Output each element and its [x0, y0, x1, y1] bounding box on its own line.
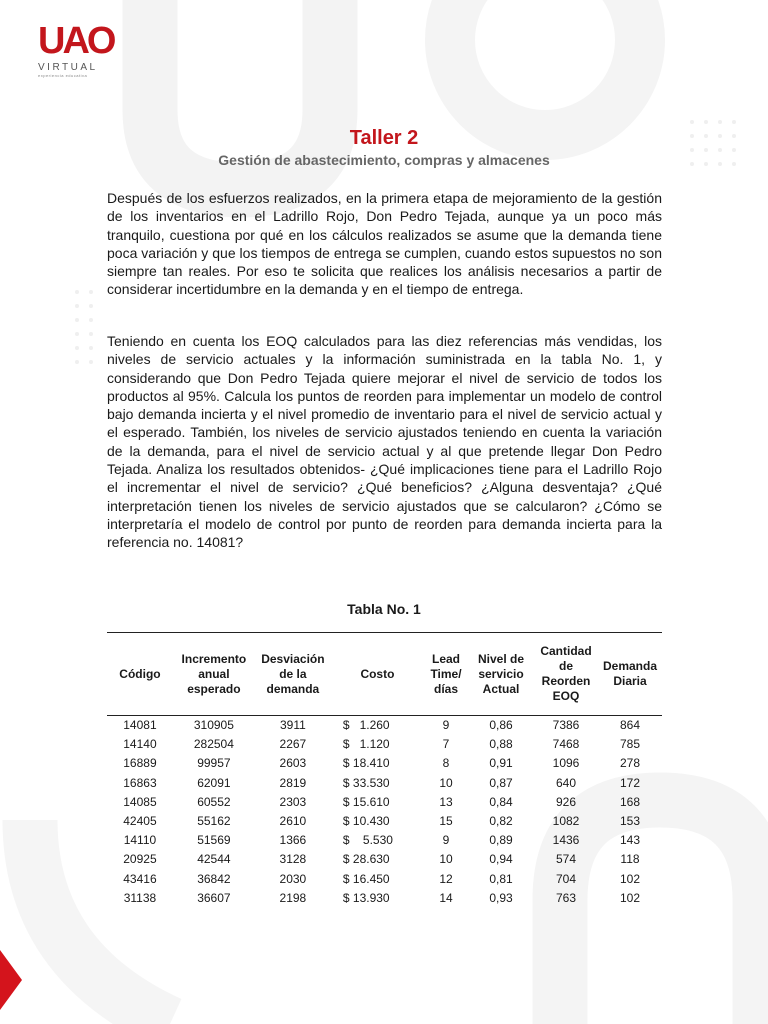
table-cell: 0,87 — [489, 775, 513, 790]
table-cell: 10 — [439, 852, 453, 867]
table-cell: 12 — [439, 871, 453, 886]
table-cell: 2303 — [279, 794, 307, 809]
table-cell: 62091 — [197, 775, 231, 790]
page-subtitle: Gestión de abastecimiento, compras y almacenes — [218, 152, 550, 168]
table-cell: 7386 — [552, 718, 580, 733]
table-cell: 31138 — [123, 890, 157, 905]
table-cell: 310905 — [193, 718, 234, 733]
header-nivel-servicio: Nivel de servicio Actual — [477, 651, 525, 696]
table-cell: 704 — [555, 871, 577, 886]
table-row — [107, 716, 662, 736]
table-cell: 1436 — [552, 833, 580, 848]
table-row — [107, 812, 662, 831]
table-body — [107, 716, 662, 908]
table-cell: 0,93 — [489, 890, 513, 905]
table-cell: 9 — [442, 718, 450, 733]
header-demanda: Demanda Diaria — [602, 659, 658, 688]
table-cell: 16863 — [123, 775, 157, 790]
table-cell: $ 28.630 — [342, 852, 390, 867]
table-cell: 16889 — [123, 756, 157, 771]
logo-tag: experiencia educativa — [38, 73, 88, 78]
header-desviacion: Desviación de la demanda — [261, 651, 325, 696]
table-row — [107, 793, 662, 812]
table-row — [107, 850, 662, 869]
table-cell: $ 13.930 — [342, 890, 390, 905]
table-cell: 1366 — [279, 833, 307, 848]
table-cell: 14081 — [123, 718, 157, 733]
table-cell: 118 — [620, 852, 640, 867]
table-cell: 13 — [439, 794, 453, 809]
table-cell: 2819 — [279, 775, 307, 790]
table-cell: 143 — [619, 833, 641, 848]
table-cell: 8 — [442, 756, 450, 771]
table-cell: $ 1.260 — [342, 718, 390, 733]
table-cell: 0,86 — [489, 718, 513, 733]
paragraph-intro: Después de los esfuerzos realizados, en la primera etapa de mejoramiento de la gestión de los inventarios en el Ladrillo Rojo, Don Pedro Tejada, aunque ya un poco más tranquilo, cuestiona por qué en los cálculos realizados se asume que la demanda tiene poca variación y que los tiempos de entrega se cumplen, cuando estos supuestos no son siempre tan reales. Por eso te solicita que realices los análisis necesarios a partir de considerar incertidumbre en la demanda y en el tiempo de entrega. — [107, 190, 662, 298]
table-cell: 153 — [619, 814, 641, 829]
table-cell: 2610 — [279, 814, 307, 829]
table-cell: 36842 — [197, 871, 231, 886]
table-cell: $ 10.430 — [342, 814, 390, 829]
table-cell: 0,84 — [489, 794, 513, 809]
table-cell: $ 18.410 — [342, 756, 390, 771]
table-cell: 42405 — [123, 814, 157, 829]
table-cell: 14110 — [123, 833, 157, 848]
table-cell: 51569 — [197, 833, 231, 848]
table-cell: $ 15.610 — [342, 794, 390, 809]
paragraph-instructions: Teniendo en cuenta los EOQ calculados para las diez referencias más vendidas, los niveles de servicio actuales y la información suministrada en la tabla No. 1, y considerando que Don Pedro Tejada quiere mejorar el nivel de servicio de todos los productos al 95%. Calcula los puntos de reorden para implementar un modelo de control bajo demanda incierta y el nivel promedio de inventario para el nivel de servicio actual y el esperado. También, los niveles de servicio ajustados teniendo en cuenta la variación de la demanda, para el nivel de servicio actual y al que pretende llegar Don Pedro Tejada. Analiza los resultados obtenidos- ¿Qué implicaciones tiene para el Ladrillo Rojo el incrementar el nivel de servicio? ¿Qué beneficios? ¿Alguna desventaja? ¿Qué interpretación tienen los niveles de servicio ajustados que se calcularon? ¿Cómo se interpretaría el modelo de control por punto de reorden para demanda incierta para la referencia no. 14081? — [107, 333, 662, 551]
table-cell: 0,82 — [489, 814, 513, 829]
table-row — [107, 774, 662, 793]
table-cell: 0,81 — [489, 871, 513, 886]
header-lead-time: Lead Time/ días — [430, 651, 462, 696]
table-row — [107, 754, 662, 773]
header-codigo: Código — [119, 666, 161, 681]
table-cell: 785 — [619, 737, 641, 752]
table-cell: 926 — [555, 794, 577, 809]
table-cell: 864 — [619, 718, 641, 733]
table-cell: 278 — [619, 756, 641, 771]
table-cell: 42544 — [197, 852, 231, 867]
table-cell: 282504 — [193, 737, 234, 752]
table-cell: 43416 — [123, 871, 157, 886]
table-cell: 9 — [442, 833, 450, 848]
logo-sub: VIRTUAL — [38, 62, 98, 73]
table-cell: 10 — [439, 775, 453, 790]
table-cell: $ 5.530 — [342, 833, 393, 848]
page-title: Taller 2 — [349, 127, 419, 149]
table-cell: 3128 — [279, 852, 307, 867]
table-cell: 55162 — [197, 814, 231, 829]
table-cell: 7468 — [552, 737, 580, 752]
table-cell: 640 — [555, 775, 577, 790]
table-cell: 36607 — [197, 890, 231, 905]
table-row — [107, 870, 662, 889]
table-row — [107, 889, 662, 908]
table-cell: 1096 — [552, 756, 580, 771]
table-cell: 7 — [442, 737, 450, 752]
table-row — [107, 735, 662, 754]
table-cell: 20925 — [123, 852, 157, 867]
table-cell: 14 — [439, 890, 453, 905]
table-cell: $ 33.530 — [342, 775, 390, 790]
table-cell: 14140 — [123, 737, 157, 752]
header-incremento: Incremento anual esperado — [181, 651, 247, 696]
table-cell: 14085 — [123, 794, 157, 809]
table-cell: $ 1.120 — [342, 737, 390, 752]
table-header-row — [107, 633, 662, 716]
table-cell: 0,91 — [489, 756, 513, 771]
table-cell: 2267 — [279, 737, 307, 752]
table-cell: 3911 — [279, 718, 306, 733]
table-cell: 99957 — [197, 756, 231, 771]
table-cell: 2030 — [279, 871, 307, 886]
uao-virtual-logo — [38, 20, 114, 78]
table-cell: 2603 — [279, 756, 307, 771]
table-cell: 172 — [619, 775, 641, 790]
table-cell: 0,89 — [489, 833, 513, 848]
logo-mark: UAO — [38, 20, 114, 62]
table-cell: 2198 — [279, 890, 307, 905]
table-cell: 102 — [619, 890, 641, 905]
header-costo: Costo — [360, 666, 395, 681]
data-table — [107, 632, 662, 908]
table-cell: 168 — [619, 794, 641, 809]
table-cell: 0,88 — [489, 737, 513, 752]
table-cell: 102 — [619, 871, 641, 886]
table-cell: 1082 — [552, 814, 580, 829]
table-row — [107, 831, 662, 850]
header-eoq: Cantidad de Reorden EOQ — [540, 644, 592, 703]
table-cell: 0,94 — [489, 852, 513, 867]
table-cell: $ 16.450 — [342, 871, 390, 886]
table-cell: 60552 — [197, 794, 231, 809]
table-cell: 763 — [555, 890, 577, 905]
table-title: Tabla No. 1 — [347, 601, 421, 617]
table-cell: 15 — [439, 814, 453, 829]
table-cell: 574 — [555, 852, 577, 867]
